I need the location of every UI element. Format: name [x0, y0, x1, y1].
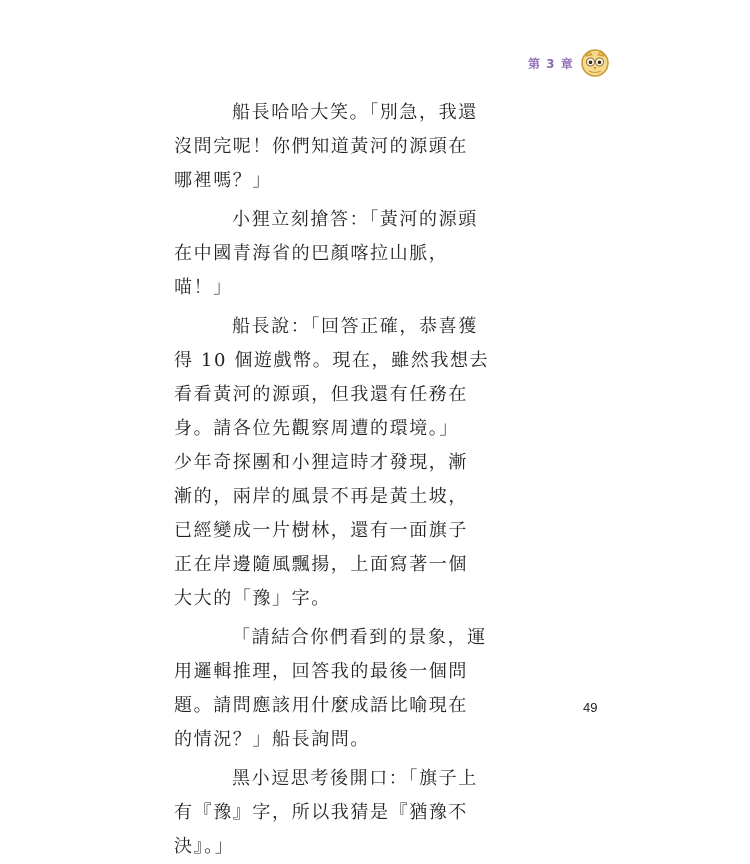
paragraph-3	[174, 310, 584, 616]
text-line: 船長說：「回答正確，恭喜獲	[232, 316, 478, 337]
text-line: 已經變成一片樹林，還有一面旗子	[174, 520, 468, 541]
chapter-label: 第 3 章	[528, 56, 574, 71]
text-line: 的情況？」船長詢問。	[174, 729, 370, 750]
text-line: 得 10 個遊戲幣。現在，雖然我想去	[174, 350, 490, 371]
paragraph-2	[174, 203, 584, 305]
text-line: 題。請問應該用什麼成語比喻現在	[174, 695, 468, 716]
text-line: 身。請各位先觀察周遭的環境。」	[174, 418, 459, 439]
text-line: 有『豫』字，所以我猜是『猶豫不	[174, 802, 468, 823]
paragraph-5	[174, 762, 584, 864]
text-line: 大大的「豫」字。	[174, 588, 331, 609]
text-line: 「請結合你們看到的景象，運	[232, 627, 487, 648]
text-line: 小狸立刻搶答：「黃河的源頭	[232, 209, 478, 230]
text-line: 黑小逗思考後開口：「旗子上	[232, 768, 478, 789]
text-line: 喵！」	[174, 277, 233, 298]
text-line: 在中國青海省的巴顏喀拉山脈，	[174, 243, 449, 264]
text-line: 用邏輯推理，回答我的最後一個問	[174, 661, 468, 682]
story-text	[174, 96, 584, 864]
text-line: 哪裡嗎？」	[174, 170, 272, 191]
chapter-tag	[528, 48, 610, 78]
owl-mascot-icon	[580, 48, 610, 78]
text-line: 漸的，兩岸的風景不再是黃土坡，	[174, 486, 468, 507]
text-line: 決』。」	[174, 836, 235, 857]
paragraph-1	[174, 96, 584, 198]
paragraph-4	[174, 621, 584, 757]
text-line: 正在岸邊隨風飄揚，上面寫著一個	[174, 554, 468, 575]
page-number: 49	[583, 700, 598, 715]
text-line: 少年奇探團和小狸這時才發現，漸	[174, 452, 468, 473]
text-line: 看看黃河的源頭，但我還有任務在	[174, 384, 468, 405]
text-line: 船長哈哈大笑。「別急，我還	[232, 102, 478, 123]
text-line: 沒問完呢！你們知道黃河的源頭在	[174, 136, 468, 157]
